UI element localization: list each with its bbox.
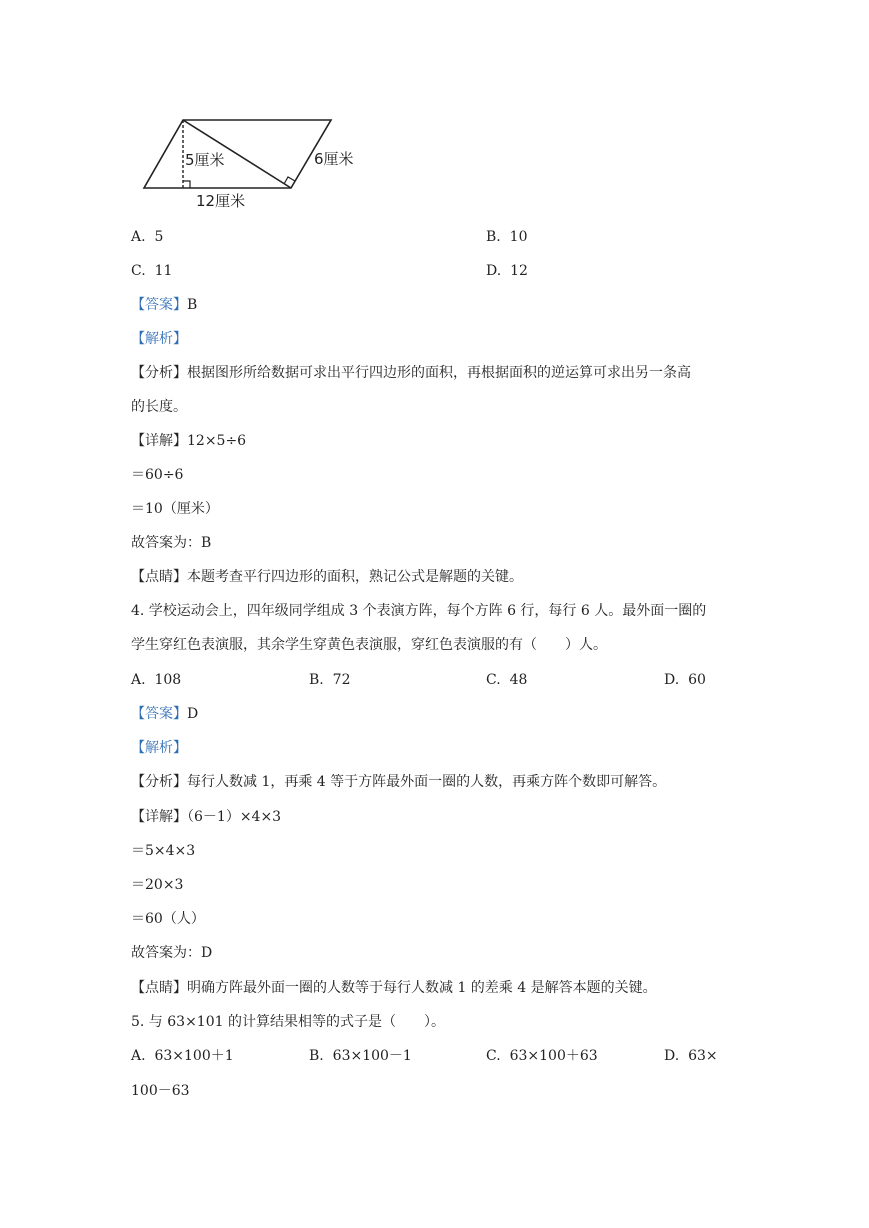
q4-analysis-tag: 【解析】	[131, 740, 187, 756]
q3-fenxi-line1: 【分析】根据图形所给数据可求出平行四边形的面积，再根据面积的逆运算可求出另一条高	[131, 365, 691, 381]
q4-option-a: A. 108	[131, 672, 182, 688]
q5-option-b: B. 63×100－1	[309, 1048, 412, 1064]
parallelogram-figure	[138, 112, 368, 212]
q3-detail-2: ＝60÷6	[131, 467, 184, 483]
q4-detail-2: ＝5×4×3	[131, 843, 196, 859]
q5-option-d: D. 63×	[664, 1048, 718, 1064]
q5-stem: 5. 与 63×101 的计算结果相等的式子是（ ）。	[131, 1014, 445, 1030]
q3-fenxi-line2: 的长度。	[131, 399, 187, 415]
q3-analysis-tag: 【解析】	[131, 331, 187, 347]
height-label: 5厘米	[185, 151, 225, 169]
q4-stem-line1: 4. 学校运动会上，四年级同学组成 3 个表演方阵，每个方阵 6 行，每行 6 人。最外面一圈的	[131, 603, 707, 619]
q3-option-c: C. 11	[131, 263, 173, 279]
answer-tag: 【答案】	[131, 706, 187, 722]
q4-comment: 【点睛】明确方阵最外面一圈的人数等于每行人数减 1 的差乘 4 是解答本题的关键。	[131, 980, 657, 996]
q5-option-a: A. 63×100＋1	[131, 1048, 234, 1064]
q3-conclusion: 故答案为：B	[131, 535, 212, 551]
q4-stem-line2: 学生穿红色表演服，其余学生穿黄色表演服，穿红色表演服的有（ ）人。	[131, 637, 607, 653]
base-label: 12厘米	[196, 192, 246, 210]
q5-option-d-wrap: 100－63	[131, 1083, 190, 1099]
q4-detail-3: ＝20×3	[131, 877, 184, 893]
q4-option-d: D. 60	[664, 672, 706, 688]
q3-detail-1: 【详解】12×5÷6	[131, 433, 247, 449]
q4-answer: 【答案】D	[131, 706, 199, 722]
side-label: 6厘米	[314, 150, 354, 168]
answer-tag: 【答案】	[131, 297, 187, 313]
q5-option-c: C. 63×100＋63	[486, 1048, 598, 1064]
q3-comment: 【点睛】本题考查平行四边形的面积，熟记公式是解题的关键。	[131, 569, 523, 585]
height-right-angle-mark	[183, 181, 190, 188]
q3-answer: 【答案】B	[131, 297, 198, 313]
q4-conclusion: 故答案为：D	[131, 945, 213, 961]
q4-fenxi: 【分析】每行人数减 1，再乘 4 等于方阵最外面一圈的人数，再乘方阵个数即可解答。	[131, 774, 667, 790]
q3-detail-3: ＝10（厘米）	[131, 501, 219, 517]
q4-option-c: C. 48	[486, 672, 528, 688]
q3-option-d: D. 12	[486, 263, 528, 279]
q3-option-b: B. 10	[486, 229, 528, 245]
q3-option-a: A. 5	[131, 229, 164, 245]
q4-option-b: B. 72	[309, 672, 351, 688]
q4-detail-1: 【详解】（6－1）×4×3	[131, 809, 282, 825]
q4-detail-4: ＝60（人）	[131, 911, 205, 927]
